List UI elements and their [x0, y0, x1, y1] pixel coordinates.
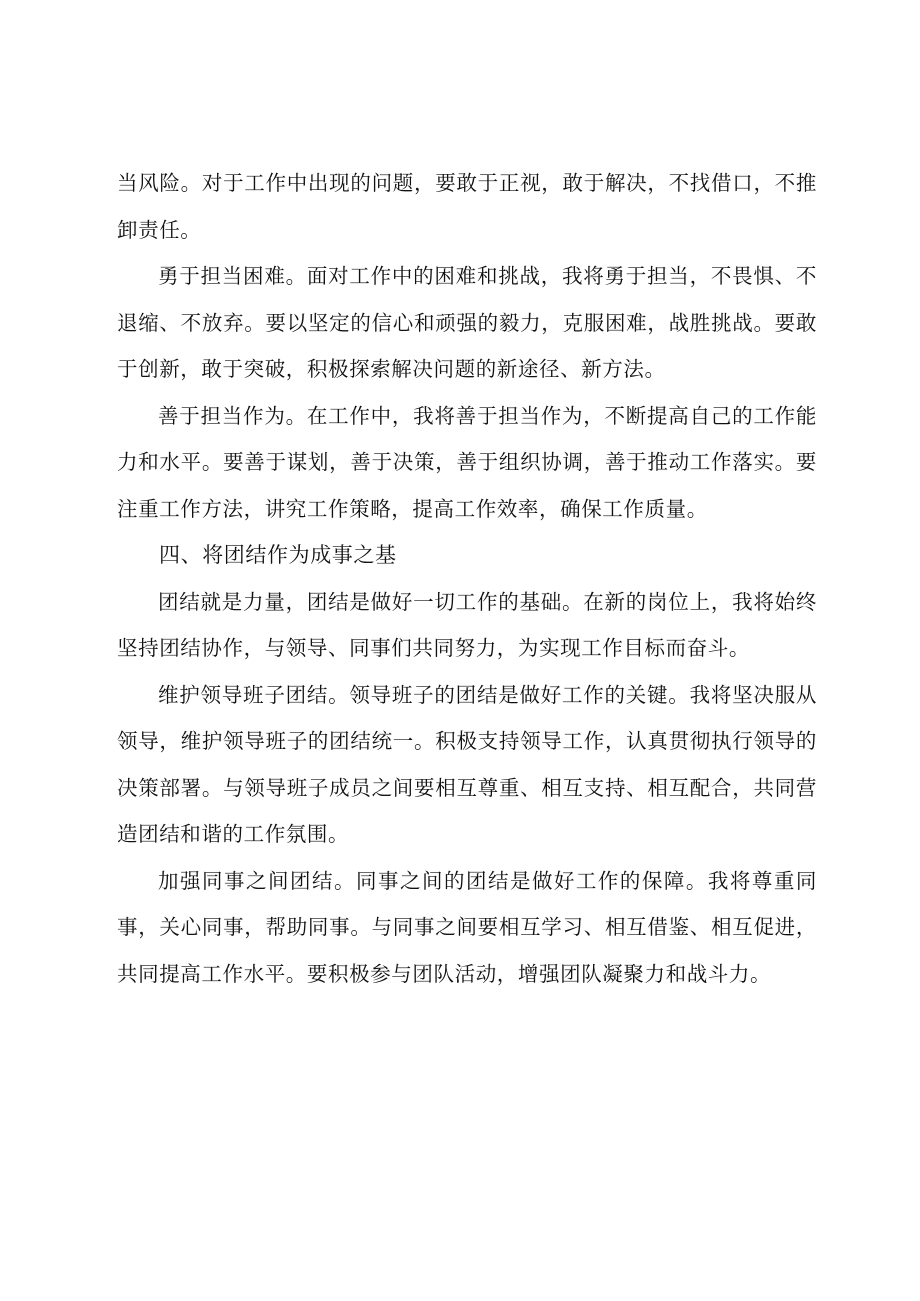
- paragraph-good-at-action: 善于担当作为。在工作中，我将善于担当作为，不断提高自己的工作能力和水平。要善于谋划，善于决策，善于组织协调，善于推动工作落实。要注重工作方法，讲究工作策略，提高工作效率，确保工作质量。: [117, 403, 817, 521]
- paragraph-continuation: 当风险。对于工作中出现的问题，要敢于正视，敢于解决，不找借口，不推卸责任。: [117, 171, 817, 242]
- section-heading-unity: 四、将团结作为成事之基: [159, 543, 397, 567]
- document-page: [117, 160, 817, 997]
- paragraph-leadership-unity: 维护领导班子团结。领导班子的团结是做好工作的关键。我将坚决服从领导，维护领导班子的团结统一。积极支持领导工作，认真贯彻执行领导的决策部署。与领导班子成员之间要相互尊重、相互支持、相互配合，共同营造团结和谐的工作氛围。: [117, 682, 817, 846]
- paragraph-courage-difficulty: 勇于担当困难。面对工作中的困难和挑战，我将勇于担当，不畏惧、不退缩、不放弃。要以坚定的信心和顽强的毅力，克服困难，战胜挑战。要敢于创新，敢于突破，积极探索解决问题的新途径、新方法。: [117, 264, 817, 381]
- paragraph-colleague-unity: 加强同事之间团结。同事之间的团结是做好工作的保障。我将尊重同事，关心同事，帮助同事。与同事之间要相互学习、相互借鉴、相互促进，共同提高工作水平。要积极参与团队活动，增强团队凝聚力和战斗力。: [117, 868, 817, 986]
- paragraph-unity-intro: 团结就是力量，团结是做好一切工作的基础。在新的岗位上，我将始终坚持团结协作，与领导、同事们共同努力，为实现工作目标而奋斗。: [117, 589, 817, 660]
